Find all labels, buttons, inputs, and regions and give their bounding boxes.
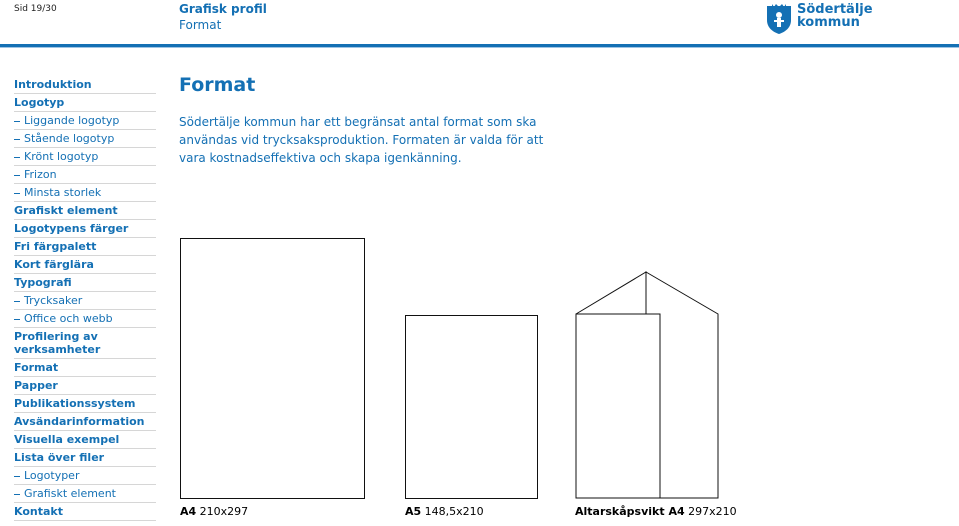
logo-line-1: Södertälje (797, 2, 873, 17)
coat-of-arms-icon (766, 3, 792, 35)
format-caption-a5 (405, 505, 484, 518)
dash-icon (14, 319, 20, 320)
sidebar-item-label: Visuella exempel (14, 433, 120, 446)
document-title: Grafisk profil (179, 2, 267, 16)
sidebar-item-label: Grafiskt element (14, 204, 118, 217)
sidebar-item-label: Trycksaker (24, 294, 83, 307)
sidebar-item-liggande-logotyp[interactable] (14, 112, 156, 130)
sidebar-item-trycksaker[interactable] (14, 292, 156, 310)
format-a4-illustration (180, 238, 365, 499)
dash-icon (14, 175, 20, 176)
sidebar-item-grafiskt-element[interactable] (14, 202, 156, 220)
sidebar-item-fri-fargpalett[interactable] (14, 238, 156, 256)
dash-icon (14, 494, 20, 495)
format-caption-altarskapsvikt (575, 505, 737, 518)
dash-icon (14, 121, 20, 122)
sidebar-item-label: Lista över filer (14, 451, 105, 464)
sidebar-item-label: Grafiskt element (24, 487, 116, 500)
format-size: 148,5x210 (424, 505, 484, 518)
sidebar-item-label: Stående logotyp (24, 132, 115, 145)
sidebar-item-label: Krönt logotyp (24, 150, 99, 163)
sidebar-item-logotypens-farger[interactable] (14, 220, 156, 238)
dash-icon (14, 157, 20, 158)
sidebar-item-label: Format (14, 361, 59, 374)
sidebar-item-papper[interactable] (14, 377, 156, 395)
dash-icon (14, 139, 20, 140)
format-name: A4 (180, 505, 197, 518)
sidebar-item-format[interactable] (14, 359, 156, 377)
sidebar-item-label: Frizon (24, 168, 57, 181)
sidebar-item-frizon[interactable] (14, 166, 156, 184)
sidebar-item-kontakt[interactable] (14, 503, 156, 521)
dash-icon (14, 193, 20, 194)
sidebar-item-lista-over-filer[interactable] (14, 449, 156, 467)
page-number: Sid 19/30 (14, 4, 57, 14)
sidebar-item-office-och-webb[interactable] (14, 310, 156, 328)
sidebar-item-typografi[interactable] (14, 274, 156, 292)
sidebar-item-label: Kort färglära (14, 258, 94, 271)
format-name: Altarskåpsvikt A4 (575, 505, 685, 518)
format-name: A5 (405, 505, 422, 518)
sidebar-item-label: Publikationssystem (14, 397, 136, 410)
sidebar-item-label: Minsta storlek (24, 186, 102, 199)
altarskapsvikt-illustration (574, 270, 720, 500)
sidebar-item-label: Office och webb (24, 312, 113, 325)
sidebar-item-label: Typografi (14, 276, 72, 289)
sidebar-item-visuella-exempel[interactable] (14, 431, 156, 449)
format-size: 297x210 (688, 505, 737, 518)
format-size: 210x297 (199, 505, 249, 518)
section-subtitle: Format (179, 18, 222, 32)
sidebar-item-profilering-av-verksamheter[interactable] (14, 328, 156, 359)
format-caption-a4 (180, 505, 248, 518)
sidebar-item-label: Introduktion (14, 78, 92, 91)
sidebar-item-label: Logotypens färger (14, 222, 129, 235)
sidebar-item-logotyper[interactable] (14, 467, 156, 485)
sidebar-item-staende-logotyp[interactable] (14, 130, 156, 148)
sidebar-item-logotyp[interactable] (14, 94, 156, 112)
sidebar-item-label: Profilering av verksamheter (14, 330, 101, 356)
logo-wordmark (797, 3, 873, 29)
sidebar-item-publikationssystem[interactable] (14, 395, 156, 413)
page-title: Format (179, 74, 256, 96)
sidebar-item-avsandarinformation[interactable] (14, 413, 156, 431)
sidebar-item-minsta-storlek[interactable] (14, 184, 156, 202)
sidebar-item-label: Avsändarinformation (14, 415, 145, 428)
dash-icon (14, 476, 20, 477)
sidebar-item-label: Liggande logotyp (24, 114, 120, 127)
sidebar-item-grafiskt-element[interactable] (14, 485, 156, 503)
logo-line-2: kommun (797, 15, 860, 30)
sidebar-item-label: Papper (14, 379, 58, 392)
sidebar-item-label: Logotyper (24, 469, 80, 482)
sidebar-item-label: Kontakt (14, 505, 63, 518)
sidebar-nav (14, 76, 156, 521)
sidebar-item-label: Logotyp (14, 96, 65, 109)
format-a5-illustration (405, 315, 538, 499)
sidebar-item-kort-farglara[interactable] (14, 256, 156, 274)
sidebar-item-label: Fri färgpalett (14, 240, 97, 253)
dash-icon (14, 301, 20, 302)
sidebar-item-introduktion[interactable] (14, 76, 156, 94)
header-divider-light (0, 47, 959, 48)
intro-paragraph: Södertälje kommun har ett begränsat antal format som ska användas vid trycksaksproduktion. Formaten är valda för att vara kostnadseffektiva och skapa igenkänning. (179, 115, 544, 165)
sidebar-item-kront-logotyp[interactable] (14, 148, 156, 166)
